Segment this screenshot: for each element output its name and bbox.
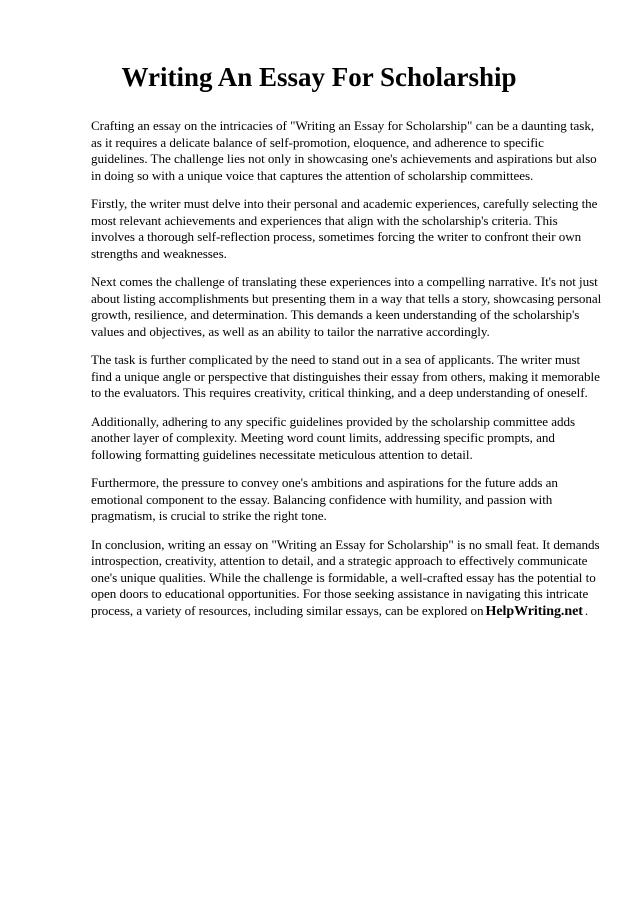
paragraph-5: Additionally, adhering to any specific guidelines provided by the scholarship committee adds another layer of complexity. Meeting word count limits, addressing specific prompts, and following formatting guidelines necessitate meticulous attention to detail. [91,413,575,462]
paragraph-conclusion [91,537,603,621]
conclusion-period: . [584,602,589,618]
paragraph-3: Next comes the challenge of translating these experiences into a compelling narrative. It's not just about listing accomplishments but presenting them in a way that tells a story, showcasing personal growth, resilience, and determination. This demands a keen understanding of the scholarship's values and objectives, as well as an ability to tailor the narrative accordingly. [91,274,602,339]
paragraph-4: The task is further complicated by the need to stand out in a sea of applicants. The writer must find a unique angle or perspective that distinguishes their essay from others, making it memorable to the evaluators. This requires creativity, critical thinking, and a deep understanding of oneself. [91,352,600,400]
paragraph-2: Firstly, the writer must delve into their personal and academic experiences, carefully selecting the most relevant achievements and experiences that align with the scholarship's criteria. This involves a thorough self-reflection process, sometimes forcing the writer to confront their own strengths and weaknesses. [91,196,598,261]
paragraph-1: Crafting an essay on the intricacies of "Writing an Essay for Scholarship" can be a daunting task, as it requires a delicate balance of self-promotion, eloquence, and adherence to specific guidelines. The challenge lies not only in showcasing one's achievements and aspirations but also in doing so with a unique voice that captures the attention of scholarship committees. [91,118,597,183]
conclusion-text: In conclusion, writing an essay on "Writing an Essay for Scholarship" is no small feat. It demands introspection, creativity, attention to detail, and a strategic approach to effectively communicate one's unique qualities. While the challenge is formidable, a well-crafted essay has the potential to open doors to educational opportunities. For those seeking assistance in navigating this intricate process, a variety of resources, including similar essays, can be explored on [91,536,600,618]
document-body [91,118,603,632]
helpwriting-link[interactable]: HelpWriting.net [485,603,583,619]
paragraph-6: Furthermore, the pressure to convey one's ambitions and aspirations for the future adds an emotional component to the essay. Balancing confidence with humility, and passion with pragmatism, is crucial to strike the right tone. [91,475,558,523]
page-title: Writing An Essay For Scholarship [121,62,517,92]
